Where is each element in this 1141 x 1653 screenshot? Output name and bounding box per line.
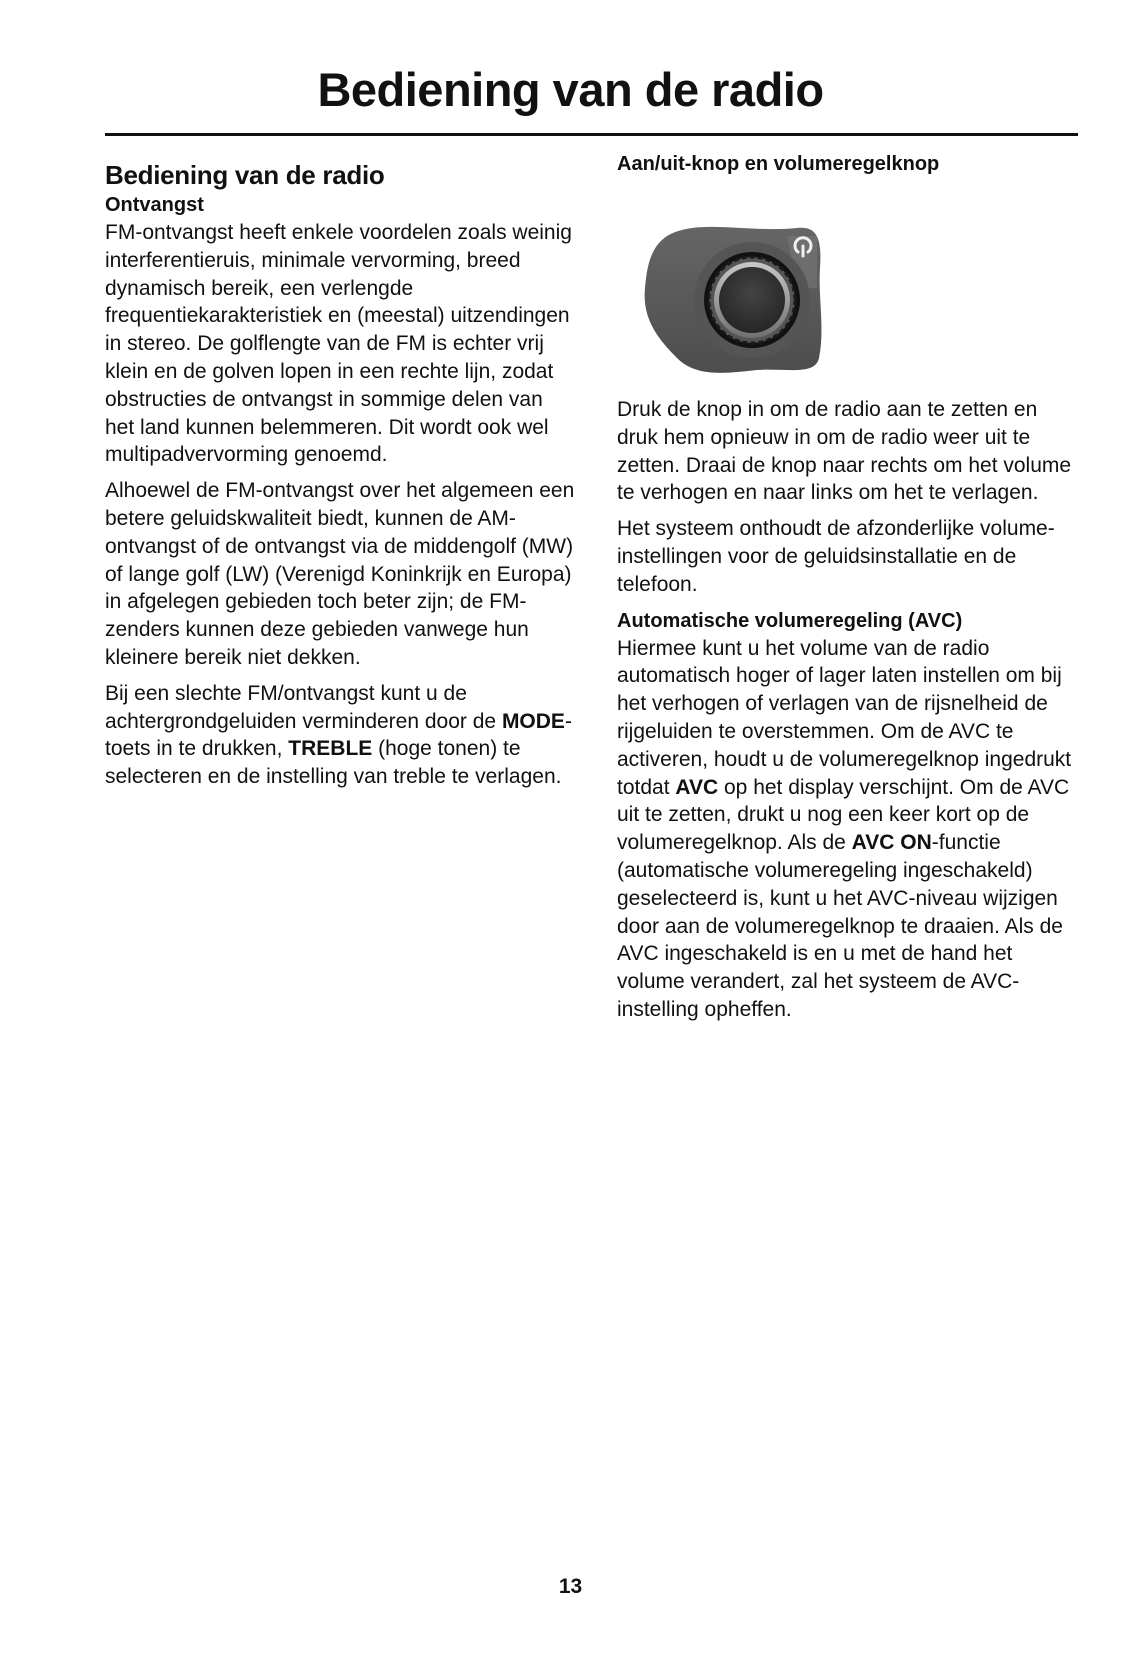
- paragraph-volume-memory: Het systeem onthoudt de afzonderlijke volume-instellingen voor de geluidsinstallatie en de telefoon.: [617, 517, 1055, 596]
- left-column: [105, 150, 575, 799]
- mode-keyword: MODE: [501, 709, 565, 733]
- page-number: 13: [558, 1575, 583, 1598]
- paragraph-power-instructions: Druk de knop in om de radio aan te zetten en druk hem opnieuw in om de radio weer uit te zetten. Draai de knop naar rechts om het volume te verhogen en naar links om het te verlagen.: [617, 398, 1072, 505]
- right-column: [617, 150, 1082, 1032]
- treble-keyword: TREBLE: [288, 737, 373, 761]
- title-divider: [105, 133, 1078, 136]
- text-span: -toets in te drukken,: [105, 709, 572, 761]
- volume-knob-figure: [637, 208, 827, 378]
- paragraph-avc: [617, 635, 1082, 1024]
- volume-knob-illustration: [637, 208, 827, 378]
- text-span: Hiermee kunt u het volume van de radio automatisch hoger of lager laten instellen om bij het verhogen of verlagen van de rijsnelheid de rijgeluiden te overstemmen. Om de AVC te activeren, houdt u de volumeregelknop ingedrukt totdat: [617, 636, 1072, 799]
- avc-keyword: AVC: [675, 775, 719, 799]
- page-title: Bediening van de radio: [317, 63, 824, 116]
- subheading-power-volume: Aan/uit-knop en volumeregelknop: [617, 153, 940, 175]
- paragraph-noise-reduction: [105, 680, 575, 791]
- text-span: op het display verschijnt. Om de AVC uit te zetten, drukt u nog een keer kort op de volumeregelknop. Als de: [617, 775, 1070, 855]
- avc-on-keyword: AVC ON: [851, 831, 932, 855]
- subheading-ontvangst: Ontvangst: [105, 194, 204, 216]
- subheading-avc: Automatische volumeregeling (AVC): [617, 609, 963, 632]
- paragraph-fm-advantages: FM-ontvangst heeft enkele voordelen zoals weinig interferentieruis, minimale vervorming, breed dynamisch bereik, een verlengde frequentiekarakteristiek en (meestal) uitzendingen in stereo. De golflengte van de FM is echter vrij klein en de golven lopen in een rechte lijn, zodat obstructies de ontvangst in sommige delen van het land kunnen belemmeren. Dit wordt ook wel multipadvervorming genoemd.: [105, 221, 572, 467]
- text-span: Bij een slechte FM/ontvangst kunt u de achtergrondgeluiden verminderen door de: [105, 681, 502, 733]
- text-span: (hoge tonen) te selecteren en de instelling van treble te verlagen.: [105, 737, 562, 789]
- text-span: -functie (automatische volumeregeling ingeschakeld) geselecteerd is, kunt u het AVC-niveau wijzigen door aan de volumeregelknop te draaien. Als de AVC ingeschakeld is en u met de hand het volume verandert, zal het systeem de AVC-instelling opheffen.: [617, 831, 1063, 1021]
- paragraph-am-reception: Alhoewel de FM-ontvangst over het algemeen een betere geluidskwaliteit biedt, kunnen de AM-ontvangst of de ontvangst via de middengolf (MW) of lange golf (LW) (Verenigd Koninkrijk en Europa) in afgelegen gebieden toch beter zijn; de FM-zenders kunnen deze gebieden vanwege hun kleinere bereik niet dekken.: [105, 479, 575, 669]
- section-heading: Bediening van de radio: [105, 160, 385, 190]
